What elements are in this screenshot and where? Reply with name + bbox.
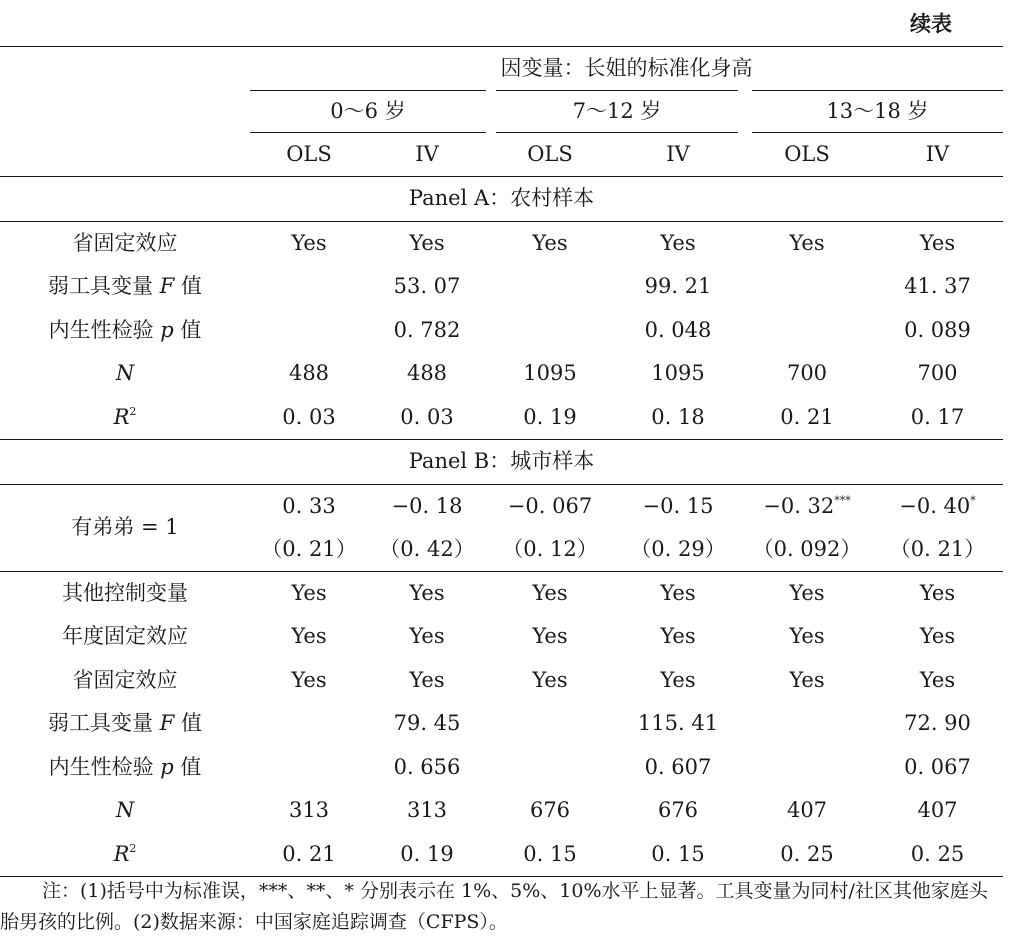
table-cell: 41. 37 — [904, 274, 971, 299]
row-label — [0, 833, 250, 877]
table-cell: Yes — [660, 667, 696, 692]
row-label-symbol: p — [160, 754, 174, 779]
table-cell: Yes — [409, 624, 445, 649]
table-cell: 700 — [786, 361, 828, 386]
table-cell: 488 — [406, 361, 448, 386]
table-cell — [250, 702, 368, 746]
row-label — [0, 659, 250, 703]
row-label-superscript: 2 — [129, 404, 137, 418]
table-cell: 0. 607 — [644, 754, 712, 779]
table-row — [0, 221, 1003, 265]
row-label-pre: 弱工具变量 — [48, 274, 160, 299]
row-label-text: 年度固定效应 — [62, 624, 188, 649]
table-cell: 0. 19 — [368, 833, 486, 877]
table-cell: 0. 25 — [872, 833, 1003, 877]
row-label-symbol: R — [113, 841, 130, 866]
table-row — [0, 702, 1003, 746]
table-row — [0, 352, 1003, 396]
table-cell: 0. 15 — [486, 833, 614, 877]
row-label — [0, 309, 250, 353]
row-label-text: 省固定效应 — [72, 230, 178, 255]
table-cell — [250, 309, 368, 353]
table-row — [0, 265, 1003, 309]
table-cell: Yes — [919, 624, 956, 649]
table-cell — [742, 265, 872, 309]
row-label — [0, 702, 250, 746]
row-label-symbol: F — [159, 274, 175, 299]
table-cell: 0. 15 — [614, 833, 742, 877]
table-cell: Yes — [789, 667, 825, 692]
table-row — [0, 396, 1003, 440]
table-note: 注：(1)括号中为标准误，***、**、* 分别表示在 1%、5%、10%水平上显著。工具变量为同村/社区其他家庭头胎男孩的比例。(2)数据来源：中国家庭追踪调查（CFPS）。 — [0, 880, 988, 933]
coefficient-cell — [368, 484, 486, 528]
table-cell — [742, 746, 872, 790]
table-cell — [250, 746, 368, 790]
standard-error-cell: （0. 29） — [614, 528, 742, 572]
table-cell: 53. 07 — [393, 274, 461, 299]
coefficient-value: −0. 15 — [642, 493, 714, 518]
table-cell: Yes — [919, 230, 956, 255]
row-label — [0, 265, 250, 309]
row-label-text: 省固定效应 — [72, 667, 178, 692]
panel-a-title: Panel A：农村样本 — [0, 177, 1003, 222]
header-stub — [0, 90, 250, 133]
table-cell: 1095 — [651, 361, 705, 386]
table-row — [0, 789, 1003, 833]
row-label: 有弟弟 = 1 — [0, 484, 250, 571]
row-label-symbol: F — [159, 711, 175, 736]
method-ols-1: OLS — [250, 133, 368, 177]
coefficient-value: 0. 33 — [282, 493, 336, 518]
table-cell: Yes — [660, 230, 696, 255]
row-label — [0, 571, 250, 615]
table-cell — [486, 265, 614, 309]
table-cell: 0. 18 — [614, 396, 742, 440]
method-iv-2: IV — [614, 133, 742, 177]
table-cell — [742, 702, 872, 746]
table-cell: 700 — [917, 361, 958, 386]
table-cell: 0. 067 — [904, 754, 971, 779]
header-stub — [0, 133, 250, 177]
row-label-superscript: 2 — [129, 841, 137, 855]
continued-label: 续表 — [910, 12, 952, 36]
table-cell — [742, 309, 872, 353]
coefficient-value: −0. 40 — [899, 493, 971, 518]
row-label-pre: 弱工具变量 — [48, 711, 160, 736]
table-cell: 0. 17 — [872, 396, 1003, 440]
standard-error-cell: （0. 21） — [872, 528, 1003, 572]
table-cell: 0. 19 — [486, 396, 614, 440]
table-cell: 0. 21 — [742, 396, 872, 440]
table-cell: Yes — [789, 624, 825, 649]
table-cell: Yes — [532, 230, 568, 255]
significance-stars: *** — [834, 493, 851, 507]
table-cell: 115. 41 — [637, 711, 719, 736]
coefficient-row — [0, 484, 1003, 528]
significance-stars: * — [970, 493, 976, 507]
row-label — [0, 789, 250, 833]
table-cell: 79. 45 — [393, 711, 461, 736]
coefficient-value: −0. 18 — [391, 493, 463, 518]
table-cell: Yes — [409, 667, 445, 692]
table-cell: Yes — [291, 580, 327, 605]
standard-error-cell: （0. 12） — [486, 528, 614, 572]
table-cell: 0. 656 — [393, 754, 461, 779]
table-row — [0, 833, 1003, 877]
coefficient-value: −0. 32 — [763, 493, 835, 518]
table-cell: 99. 21 — [644, 274, 712, 299]
standard-error-cell: （0. 42） — [368, 528, 486, 572]
table-cell: 72. 90 — [904, 711, 971, 736]
table-cell: Yes — [291, 624, 327, 649]
method-iv-3: IV — [872, 133, 1003, 177]
table-cell: Yes — [291, 230, 327, 255]
age-group-13-18: 13～18 岁 — [752, 90, 1003, 133]
table-cell: 407 — [786, 798, 828, 823]
table-cell: 0. 25 — [742, 833, 872, 877]
table-cell: 0. 089 — [904, 317, 971, 342]
table-cell: Yes — [919, 667, 956, 692]
regression-table — [0, 46, 1003, 877]
table-row — [0, 309, 1003, 353]
row-label-pre: 内生性检验 — [48, 317, 161, 342]
table-row — [0, 615, 1003, 659]
table-cell: 0. 782 — [393, 317, 461, 342]
row-label-text: 其他控制变量 — [62, 580, 188, 605]
table-row — [0, 746, 1003, 790]
table-cell: Yes — [532, 667, 568, 692]
row-label-symbol: R — [113, 404, 130, 429]
row-label-post: 值 — [174, 274, 202, 299]
row-label-post: 值 — [173, 317, 202, 342]
table-cell: Yes — [660, 580, 696, 605]
table-cell: Yes — [532, 580, 568, 605]
table-row — [0, 571, 1003, 615]
row-label — [0, 746, 250, 790]
row-label — [0, 396, 250, 440]
method-iv-1: IV — [368, 133, 486, 177]
table-cell: 0. 048 — [644, 317, 712, 342]
coefficient-cell — [742, 484, 872, 528]
standard-error-cell: （0. 092） — [742, 528, 872, 572]
table-cell: 313 — [406, 798, 448, 823]
table-cell — [250, 265, 368, 309]
coefficient-cell — [614, 484, 742, 528]
table-cell: Yes — [789, 580, 825, 605]
method-ols-2: OLS — [486, 133, 614, 177]
table-cell: Yes — [660, 624, 696, 649]
table-cell: Yes — [532, 624, 568, 649]
table-cell: Yes — [291, 667, 327, 692]
row-label-symbol: p — [160, 317, 174, 342]
table-cell: 676 — [529, 798, 571, 823]
row-label-post: 值 — [173, 754, 202, 779]
panel-b-title: Panel B：城市样本 — [0, 440, 1003, 485]
table-cell — [486, 309, 614, 353]
table-cell: Yes — [409, 230, 445, 255]
table-cell — [486, 702, 614, 746]
table-cell: 0. 03 — [250, 396, 368, 440]
table-cell: 1095 — [523, 361, 577, 386]
coefficient-cell — [486, 484, 614, 528]
row-label — [0, 352, 250, 396]
table-cell: 0. 03 — [368, 396, 486, 440]
table-cell: 676 — [657, 798, 699, 823]
row-label-symbol: N — [115, 798, 135, 823]
table-cell: 488 — [288, 361, 330, 386]
table-cell: Yes — [409, 580, 445, 605]
table-cell: Yes — [919, 580, 956, 605]
age-group-row — [250, 90, 1003, 133]
row-label-post: 值 — [174, 711, 202, 736]
standard-error-cell: （0. 21） — [250, 528, 368, 572]
table-cell: 313 — [288, 798, 330, 823]
age-group-0-6: 0～6 岁 — [250, 90, 486, 133]
table-cell — [486, 746, 614, 790]
header-stub — [0, 47, 250, 91]
row-label-symbol: N — [115, 361, 135, 386]
coefficient-cell — [872, 484, 1003, 528]
coefficient-value: −0. 067 — [507, 493, 593, 518]
row-label-pre: 内生性检验 — [48, 754, 161, 779]
dependent-variable-header: 因变量：长姐的标准化身高 — [250, 47, 1003, 91]
age-group-7-12: 7～12 岁 — [496, 90, 738, 133]
table-cell: 0. 21 — [250, 833, 368, 877]
coefficient-cell — [250, 484, 368, 528]
table-cell: Yes — [789, 230, 825, 255]
table-row — [0, 659, 1003, 703]
method-ols-3: OLS — [742, 133, 872, 177]
row-label — [0, 221, 250, 265]
table-cell: 407 — [917, 798, 958, 823]
row-label — [0, 615, 250, 659]
